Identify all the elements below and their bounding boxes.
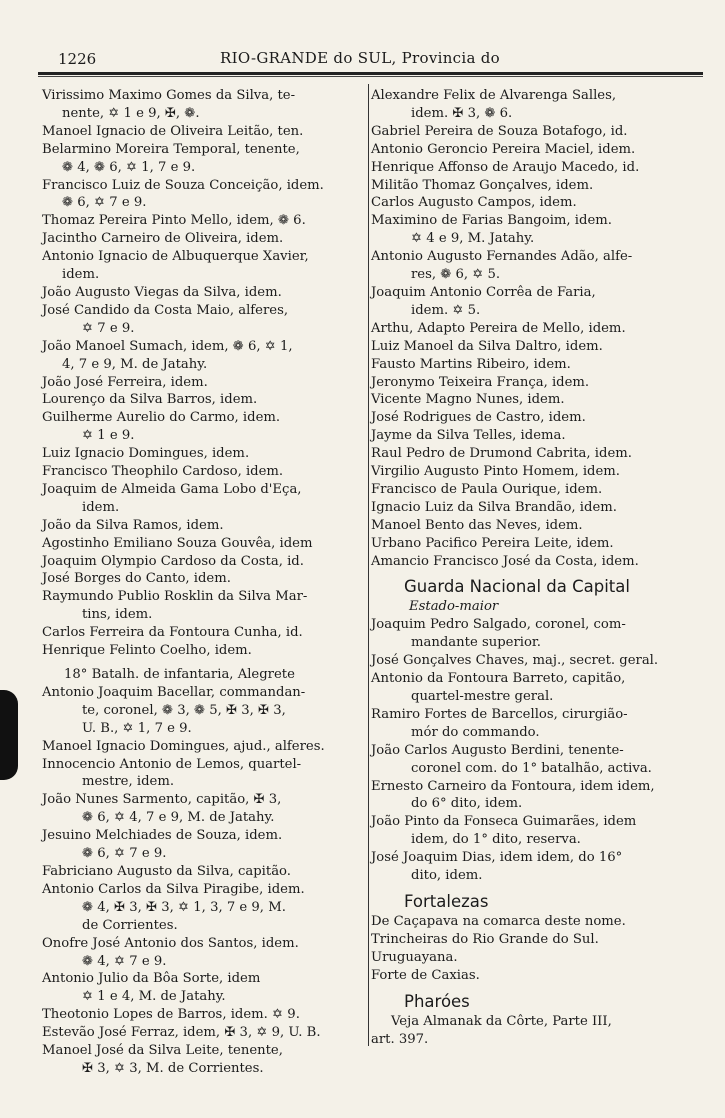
entry-line: Guilherme Aurelio do Carmo, idem. bbox=[42, 410, 281, 426]
entry-line: mór do commando. bbox=[411, 724, 540, 740]
entry-line: Luiz Manoel da Silva Daltro, idem. bbox=[371, 338, 603, 354]
entry-line: ✠ 3, ✡ 3, M. de Corrientes. bbox=[82, 1060, 264, 1076]
entry-line: mandante superior. bbox=[411, 635, 541, 651]
entry-line: ❁ 4, ❁ 6, ✡ 1, 7 e 9. bbox=[62, 159, 196, 175]
header-rule-thin bbox=[38, 76, 703, 77]
entry-line: idem. ✠ 3, ❁ 6. bbox=[411, 105, 513, 121]
entry-line: José Candido da Costa Maio, alferes, bbox=[42, 302, 289, 318]
entry-line: ✡ 7 e 9. bbox=[82, 320, 135, 336]
entry-line: U. B., ✡ 1, 7 e 9. bbox=[82, 720, 192, 736]
entry-line: Carlos Augusto Campos, idem. bbox=[371, 195, 577, 211]
entry-line: Antonio da Fontoura Barreto, capitão, bbox=[371, 671, 626, 687]
entry-line: Jayme da Silva Telles, idema. bbox=[371, 428, 566, 444]
entry-line: Joaquim de Almeida Gama Lobo d'Eça, bbox=[42, 481, 302, 497]
entry-line: Francisco Luiz de Souza Conceição, idem. bbox=[42, 177, 324, 193]
entry-line: Raul Pedro de Drumond Cabrita, idem. bbox=[371, 446, 632, 462]
entry-line: mestre, idem. bbox=[82, 774, 175, 790]
entry-line: João Pinto da Fonseca Guimarães, idem bbox=[371, 814, 637, 830]
entry-line: 4, 7 e 9, M. de Jatahy. bbox=[62, 356, 208, 372]
entry-line: nente, ✡ 1 e 9, ✠, ❁. bbox=[62, 105, 200, 121]
entry-line: José Borges do Canto, idem. bbox=[42, 571, 231, 587]
entry-line: Agostinho Emiliano Souza Gouvêa, idem bbox=[42, 535, 313, 551]
entry-line: Francisco Theophilo Cardoso, idem. bbox=[42, 464, 284, 480]
entry-line: Urbano Pacifico Pereira Leite, idem. bbox=[371, 535, 614, 551]
subsection-title-estado-maior: Estado-maior bbox=[409, 599, 499, 615]
entry-line: Manoel Bento das Neves, idem. bbox=[371, 517, 583, 533]
right-column bbox=[371, 87, 696, 1048]
entry-line: Fausto Martins Ribeiro, idem. bbox=[371, 356, 571, 372]
entry-line: Antonio Geroncio Pereira Maciel, idem. bbox=[371, 141, 636, 157]
entry-line: Alexandre Felix de Alvarenga Salles, bbox=[371, 88, 617, 103]
entry-line: José Gonçalves Chaves, maj., secret. geral. bbox=[371, 653, 659, 669]
entry-line: do 6° dito, idem. bbox=[411, 796, 523, 812]
section-title-pharoes: Pharóes bbox=[404, 991, 470, 1011]
entry-line: Manoel José da Silva Leite, tenente, bbox=[42, 1043, 283, 1059]
entry-line: Antonio Julio da Bôa Sorte, idem bbox=[42, 971, 261, 987]
entry-line: Joaquim Antonio Corrêa de Faria, bbox=[371, 284, 596, 300]
entry-line: Jeronymo Teixeira França, idem. bbox=[371, 374, 590, 390]
entry-line: Antonio Ignacio de Albuquerque Xavier, bbox=[42, 249, 309, 265]
battalion-heading: 18° Batalh. de infantaria, Alegrete bbox=[64, 667, 295, 682]
entry-line: ✡ 1 e 9. bbox=[82, 428, 135, 444]
entry-line: idem, do 1° dito, reserva. bbox=[411, 832, 581, 848]
entry-line: Francisco de Paula Ourique, idem. bbox=[371, 481, 603, 497]
entry-line: ❁ 6, ✡ 7 e 9. bbox=[82, 846, 167, 862]
entry-line: ❁ 6, ✡ 7 e 9. bbox=[62, 195, 147, 211]
entry-line: Virgilio Augusto Pinto Homem, idem. bbox=[371, 464, 621, 480]
entry-line: art. 397. bbox=[371, 1031, 429, 1047]
entry-line: Manoel Ignacio de Oliveira Leitão, ten. bbox=[42, 123, 304, 139]
entry-line: idem. bbox=[62, 267, 100, 283]
entry-line: ❁ 6, ✡ 4, 7 e 9, M. de Jatahy. bbox=[82, 810, 275, 826]
entry-line: Henrique Affonso de Araujo Macedo, id. bbox=[371, 159, 640, 175]
entry-line: idem. bbox=[82, 499, 120, 515]
entry-line: João José Ferreira, idem. bbox=[42, 374, 208, 390]
entry-line: Militão Thomaz Gonçalves, idem. bbox=[371, 177, 594, 193]
entry-line: Uruguayana. bbox=[371, 949, 458, 965]
entry-line: Henrique Felinto Coelho, idem. bbox=[42, 643, 252, 659]
entry-line: Gabriel Pereira de Souza Botafogo, id. bbox=[371, 123, 628, 139]
entry-line: quartel-mestre geral. bbox=[411, 689, 554, 704]
entry-line: João Nunes Sarmento, capitão, ✠ 3, bbox=[42, 792, 282, 808]
entry-line: Ernesto Carneiro da Fontoura, idem idem, bbox=[371, 778, 655, 794]
entry-line: de Corrientes. bbox=[82, 917, 178, 933]
page-number: 1226 bbox=[58, 50, 97, 68]
entry-line: Theotonio Lopes de Barros, idem. ✡ 9. bbox=[42, 1007, 300, 1023]
entry-line: Trincheiras do Rio Grande do Sul. bbox=[371, 931, 599, 947]
entry-line: João Manoel Sumach, idem, ❁ 6, ✡ 1, bbox=[42, 338, 293, 354]
entry-line: Veja Almanak da Côrte, Parte III, bbox=[391, 1013, 612, 1029]
scan-edge-blot bbox=[0, 690, 18, 780]
entry-line: Carlos Ferreira da Fontoura Cunha, id. bbox=[42, 625, 303, 641]
entry-line: ❁ 4, ✡ 7 e 9. bbox=[82, 953, 167, 969]
entry-line: João da Silva Ramos, idem. bbox=[42, 517, 224, 533]
entry-line: coronel com. do 1° batalhão, activa. bbox=[411, 760, 652, 776]
entry-line: Joaquim Olympio Cardoso da Costa, id. bbox=[42, 553, 304, 569]
entry-line: Antonio Joaquim Bacellar, commandan- bbox=[42, 684, 306, 700]
entry-line: Fabriciano Augusto da Silva, capitão. bbox=[42, 863, 291, 879]
entry-line: Ramiro Fortes de Barcellos, cirurgião- bbox=[371, 706, 628, 722]
entry-line: Maximino de Farias Bangoim, idem. bbox=[371, 213, 612, 229]
entry-line: José Rodrigues de Castro, idem. bbox=[371, 410, 586, 426]
entry-line: ✡ 4 e 9, M. Jatahy. bbox=[411, 231, 535, 247]
column-separator bbox=[368, 84, 369, 1046]
entry-line: Antonio Carlos da Silva Piragibe, idem. bbox=[42, 881, 305, 897]
entry-line: Estevão José Ferraz, idem, ✠ 3, ✡ 9, U. B. bbox=[42, 1025, 321, 1041]
entry-line: dito, idem. bbox=[411, 868, 483, 884]
entry-line: res, ❁ 6, ✡ 5. bbox=[411, 267, 501, 283]
left-column bbox=[42, 87, 362, 1078]
entry-line: Antonio Augusto Fernandes Adão, alfe- bbox=[371, 249, 633, 265]
entry-line: Vicente Magno Nunes, idem. bbox=[371, 392, 565, 408]
entry-line: Luiz Ignacio Domingues, idem. bbox=[42, 446, 250, 462]
entry-line: ❁ 4, ✠ 3, ✠ 3, ✡ 1, 3, 7 e 9, M. bbox=[82, 899, 286, 915]
entry-line: idem. ✡ 5. bbox=[411, 302, 481, 318]
entry-line: João Carlos Augusto Berdini, tenente- bbox=[371, 742, 624, 758]
header-rule bbox=[38, 72, 703, 75]
entry-line: Ignacio Luiz da Silva Brandão, idem. bbox=[371, 499, 617, 515]
entry-line: Amancio Francisco José da Costa, idem. bbox=[371, 553, 639, 569]
entry-line: Manoel Ignacio Domingues, ajud., alferes. bbox=[42, 738, 325, 754]
entry-line: ✡ 1 e 4, M. de Jatahy. bbox=[82, 989, 226, 1005]
entry-line: Forte de Caxias. bbox=[371, 967, 480, 983]
running-header: RIO-GRANDE do SUL, Provincia do bbox=[220, 49, 500, 67]
entry-line: Innocencio Antonio de Lemos, quartel- bbox=[42, 756, 302, 772]
section-title-guarda-nacional: Guarda Nacional da Capital bbox=[404, 577, 630, 597]
entry-line: Thomaz Pereira Pinto Mello, idem, ❁ 6. bbox=[42, 213, 306, 229]
section-title-fortalezas: Fortalezas bbox=[404, 891, 489, 911]
entry-line: Raymundo Publio Rosklin da Silva Mar- bbox=[42, 589, 308, 605]
entry-line: Joaquim Pedro Salgado, coronel, com- bbox=[371, 617, 626, 633]
entry-line: tins, idem. bbox=[82, 607, 153, 623]
entry-line: José Joaquim Dias, idem idem, do 16° bbox=[371, 850, 623, 866]
entry-line: Lourenço da Silva Barros, idem. bbox=[42, 392, 258, 408]
entry-line: Jacintho Carneiro de Oliveira, idem. bbox=[42, 231, 284, 247]
entry-line: De Caçapava na comarca deste nome. bbox=[371, 913, 626, 929]
entry-line: Arthu, Adapto Pereira de Mello, idem. bbox=[371, 320, 626, 336]
entry-line: Virissimo Maximo Gomes da Silva, te- bbox=[42, 88, 296, 103]
entry-line: te, coronel, ❁ 3, ❁ 5, ✠ 3, ✠ 3, bbox=[82, 702, 286, 718]
entry-line: Jesuino Melchiades de Souza, idem. bbox=[42, 828, 283, 844]
entry-line: Onofre José Antonio dos Santos, idem. bbox=[42, 935, 299, 951]
entry-line: Belarmino Moreira Temporal, tenente, bbox=[42, 141, 300, 157]
entry-line: João Augusto Viegas da Silva, idem. bbox=[42, 284, 282, 300]
